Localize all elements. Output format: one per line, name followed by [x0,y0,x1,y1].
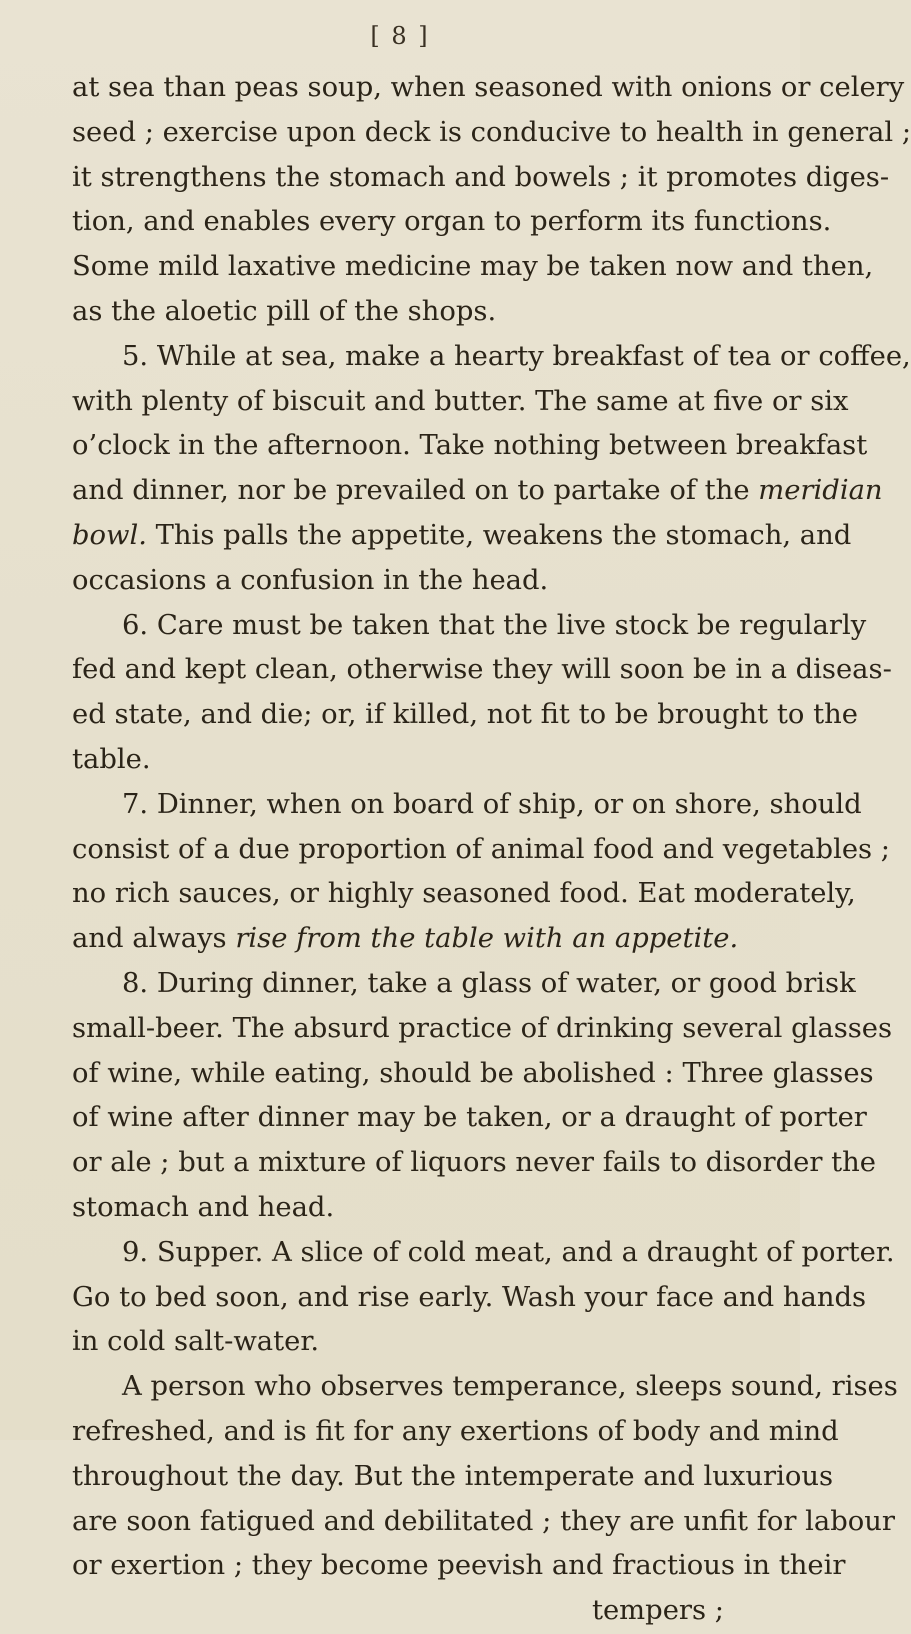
text-line: Some mild laxative medicine may be taken now and then, [72,251,874,283]
text-line: it strengthens the stomach and bowels ; it promotes diges- [72,161,890,193]
text-line: refreshed, and is fit for any exertions of body and mind [72,1415,839,1447]
text-line: stomach and head. [72,1191,335,1223]
text-line: no rich sauces, or highly seasoned food. Eat moderately, [72,878,856,910]
text-line: consist of a due proportion of animal food and vegetables ; [72,833,891,865]
text-line: A person who observes temperance, sleeps sound, rises [122,1371,898,1403]
text-line: bowl. This palls the appetite, weakens the stomach, and [72,519,852,551]
italic-phrase: bowl. [72,519,147,551]
text-line: small-beer. The absurd practice of drinking several glasses [72,1012,893,1044]
catchword: tempers ; [591,1595,724,1627]
text-line: are soon fatigued and debilitated ; they are unfit for labour [72,1505,896,1537]
text-line: in cold salt-water. [72,1326,320,1358]
page-number: [ 8 ] [370,22,430,50]
text-line: occasions a confusion in the head. [72,564,549,596]
text-line: and always rise from the table with an appetite. [72,923,739,955]
text-line: fed and kept clean, otherwise they will soon be in a diseas- [72,654,892,686]
italic-phrase: rise from the table with an appetite. [235,923,739,955]
text-line: or ale ; but a mixture of liquors never fails to disorder the [72,1147,876,1179]
text-line: with plenty of biscuit and butter. The same at five or six [72,385,849,417]
text-line: 5. While at sea, make a hearty breakfast of tea or coffee, [122,340,911,372]
text-line: 6. Care must be taken that the live stock be regularly [122,609,867,641]
text-line: o’clock in the afternoon. Take nothing between breakfast [72,430,868,462]
text-line: or exertion ; they become peevish and fractious in their [72,1550,846,1582]
text-line: throughout the day. But the intemperate and luxurious [72,1460,834,1492]
text-line: 8. During dinner, take a glass of water, or good brisk [122,967,856,999]
body-text [72,66,911,1634]
text-line: 7. Dinner, when on board of ship, or on shore, should [122,788,862,820]
text-line: 9. Supper. A slice of cold meat, and a draught of porter. [122,1236,895,1268]
text-line: ed state, and die; or, if killed, not fit to be brought to the [72,699,858,731]
text-line: table. [72,743,151,775]
text-line: at sea than peas soup, when seasoned with onions or celery [72,72,905,103]
text-line: seed ; exercise upon deck is conducive to health in general ; [72,116,911,148]
italic-phrase: meridian [758,475,883,507]
text-line: of wine after dinner may be taken, or a draught of porter [72,1102,867,1134]
text-line: as the aloetic pill of the shops. [72,295,497,327]
text-line: of wine, while eating, should be abolished : Three glasses [72,1057,874,1089]
text-line: and dinner, nor be prevailed on to partake of the meridian [72,475,883,507]
text-line: tion, and enables every organ to perform its functions. [72,206,832,238]
text-line: Go to bed soon, and rise early. Wash your face and hands [72,1281,867,1313]
